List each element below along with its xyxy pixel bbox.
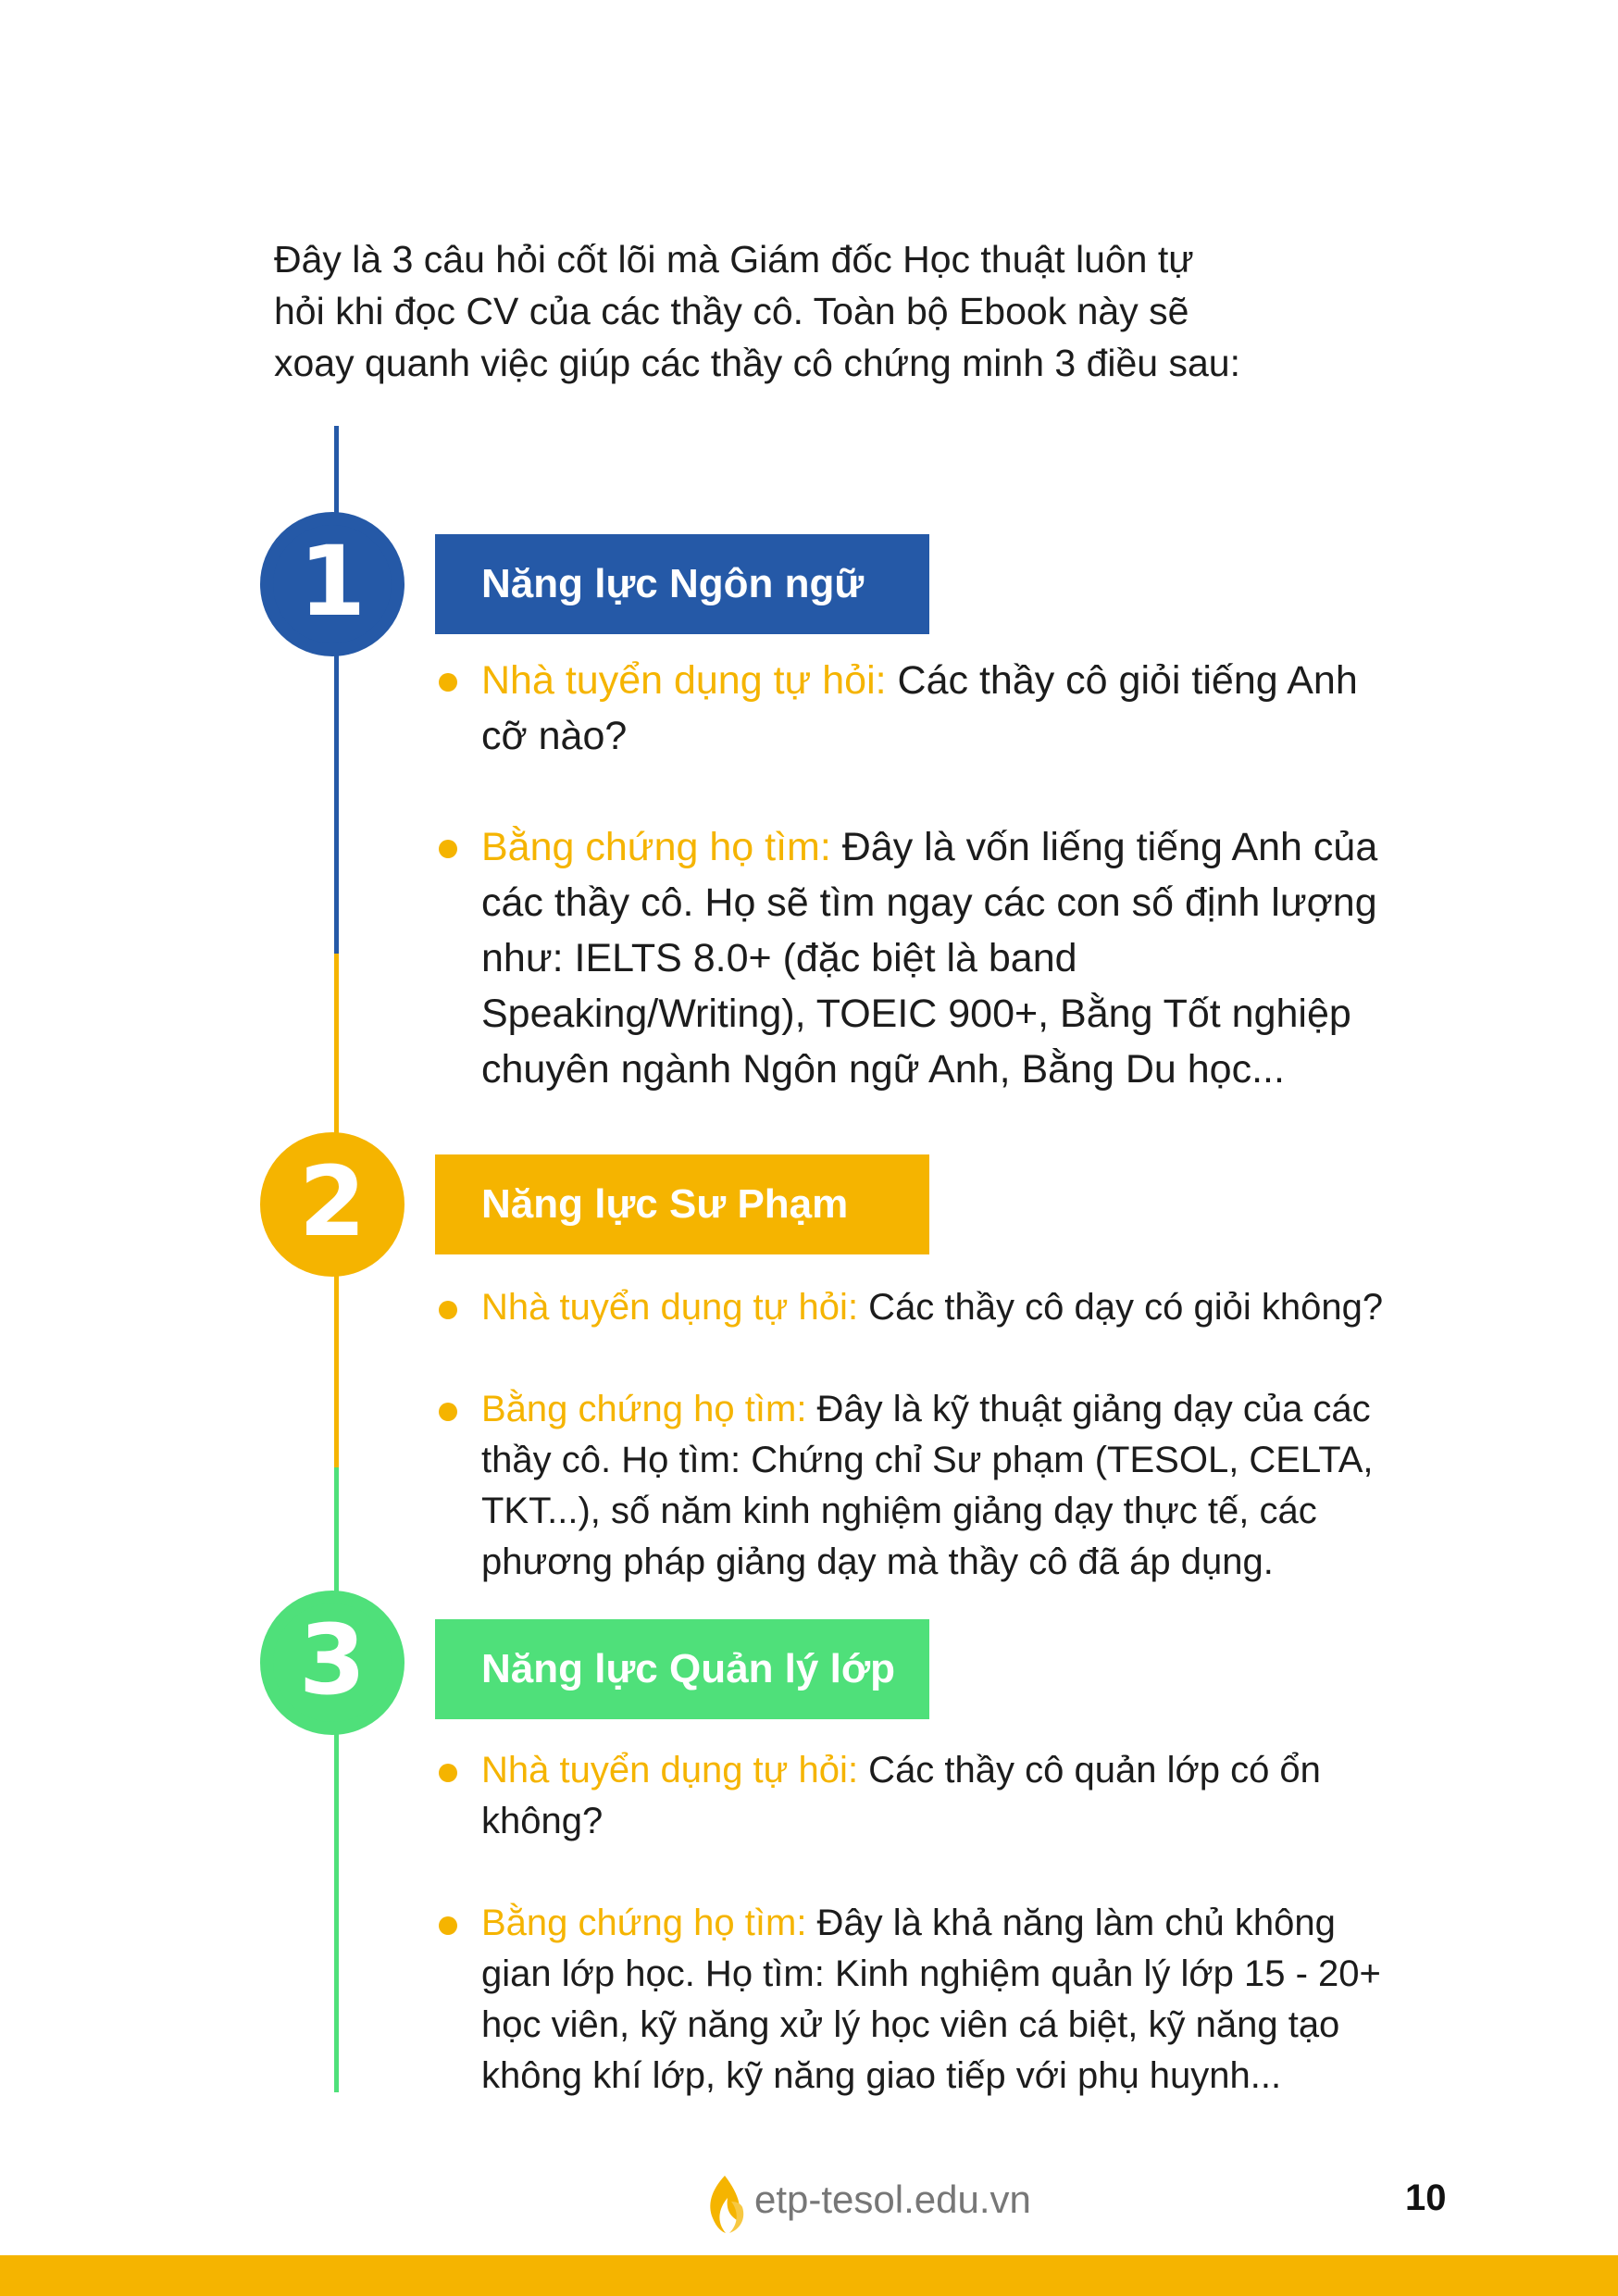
bullet-text: cỡ nào? (481, 714, 628, 758)
bullet-dot-icon (439, 1403, 457, 1421)
bullet-dot-icon (439, 840, 457, 858)
timeline-line-blue (334, 426, 339, 954)
bullet-text: các thầy cô. Họ sẽ tìm ngay các con số định lượng (481, 880, 1377, 925)
bullet-text: Đây là khả năng làm chủ không (806, 1903, 1336, 1943)
bullet-lead: Nhà tuyển dụng tự hỏi: (481, 658, 887, 703)
bottom-accent-bar (0, 2255, 1618, 2296)
timeline-line-green (334, 1467, 339, 2092)
bullet-text: thầy cô. Họ tìm: Chứng chỉ Sư phạm (TESOL, CELTA, (481, 1440, 1374, 1480)
bullet-text: Các thầy cô giỏi tiếng Anh (886, 658, 1358, 703)
intro-line: xoay quanh việc giúp các thầy cô chứng minh 3 điều sau: (274, 342, 1240, 384)
bullet-question (481, 653, 1435, 764)
bullet-dot-icon (439, 1764, 457, 1782)
bullet-text: Đây là kỹ thuật giảng dạy của các (806, 1389, 1371, 1429)
bullet-lead: Bằng chứng họ tìm: (481, 1389, 807, 1429)
step-number: 3 (298, 1603, 367, 1716)
heading-language-ability (435, 534, 929, 634)
page-number: 10 (1405, 2177, 1447, 2218)
bullet-text: TKT...), số năm kinh nghiệm giảng dạy thực tế, các (481, 1491, 1317, 1531)
bullet-question (481, 1745, 1435, 1847)
bullet-evidence (481, 819, 1435, 1097)
bullet-text: không khí lớp, kỹ năng giao tiếp với phụ huynh... (481, 2055, 1282, 2096)
heading-classroom-management (435, 1619, 929, 1719)
step-3-circle (260, 1591, 404, 1735)
heading-pedagogy-ability (435, 1154, 929, 1254)
step-1-circle (260, 512, 404, 656)
bullet-dot-icon (439, 1916, 457, 1935)
flame-logo-icon (703, 2174, 746, 2235)
intro-paragraph (274, 233, 1311, 389)
bullet-lead: Bằng chứng họ tìm: (481, 1903, 807, 1943)
step-number: 2 (298, 1145, 367, 1258)
bullet-text: phương pháp giảng dạy mà thầy cô đã áp dụng. (481, 1541, 1274, 1582)
bullet-evidence (481, 1384, 1435, 1588)
bullet-text: không? (481, 1801, 604, 1841)
bullet-dot-icon (439, 1301, 457, 1319)
bullet-text: gian lớp học. Họ tìm: Kinh nghiệm quản lý lớp 15 - 20+ (481, 1953, 1381, 1994)
website-url: etp-tesol.edu.vn (754, 2177, 1031, 2221)
bullet-text: Các thầy cô quản lớp có ổn (858, 1750, 1321, 1791)
heading-label: Năng lực Quản lý lớp (481, 1646, 895, 1691)
heading-label: Năng lực Ngôn ngữ (481, 561, 865, 606)
bullet-text: học viên, kỹ năng xử lý học viên cá biệt, kỹ năng tạo (481, 2004, 1340, 2045)
bullet-question (481, 1282, 1435, 1333)
bullet-lead: Nhà tuyển dụng tự hỏi: (481, 1750, 859, 1791)
bullet-dot-icon (439, 673, 457, 692)
intro-line: Đây là 3 câu hỏi cốt lõi mà Giám đốc Học thuật luôn tự (274, 238, 1194, 281)
bullet-text: Đây là vốn liếng tiếng Anh của (830, 825, 1378, 869)
step-2-circle (260, 1132, 404, 1277)
intro-line: hỏi khi đọc CV của các thầy cô. Toàn bộ Ebook này sẽ (274, 290, 1189, 332)
bullet-text: Các thầy cô dạy có giỏi không? (858, 1287, 1384, 1328)
step-number: 1 (298, 525, 367, 638)
bullet-text: như: IELTS 8.0+ (đặc biệt là band (481, 936, 1077, 980)
bullet-lead: Bằng chứng họ tìm: (481, 825, 831, 869)
bullet-text: Speaking/Writing), TOEIC 900+, Bằng Tốt nghiệp (481, 992, 1351, 1036)
bullet-evidence (481, 1898, 1435, 2102)
heading-label: Năng lực Sư Phạm (481, 1181, 849, 1227)
bullet-text: chuyên ngành Ngôn ngữ Anh, Bằng Du học... (481, 1047, 1285, 1092)
bullet-lead: Nhà tuyển dụng tự hỏi: (481, 1287, 859, 1328)
